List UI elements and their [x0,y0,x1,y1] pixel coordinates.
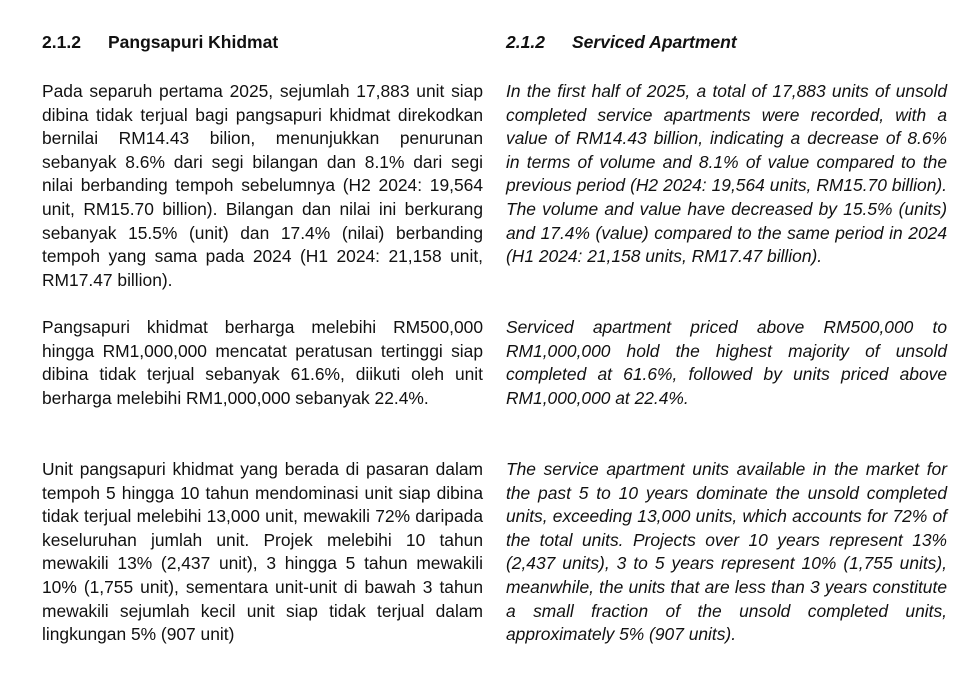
paragraph-malay-3: Unit pangsapuri khidmat yang berada di pasaran dalam tempoh 5 hingga 10 tahun mendominasi unit siap dibina tidak terjual melebihi 13,000 unit, mewakili 72% daripada keseluruhan jumlah unit. Projek melebihi 10 tahun mewakili 13% (2,437 unit), 3 hingga 5 tahun mewakili 10% (1,755 unit), sementara unit-unit di bawah 3 tahun mewakili sejumlah kecil unit siap tidak terjual dalam lingkungan 5% (907 unit) [42,459,483,645]
section-heading-english [506,30,947,54]
section-title: Pangsapuri Khidmat [108,32,279,52]
paragraph-english-3: The service apartment units available in the market for the past 5 to 10 years dominate the unsold completed units, exceeding 13,000 units, which accounts for 72% of the total units. Projects over 10 years represent 13% (2,437 units), 3 to 5 years represent 10% (1,755 units), meanwhile, the units that are less than 3 years constitute a small fraction of the unsold completed units, approximately 5% (907 units). [506,459,947,645]
section-heading-malay [42,30,483,54]
section-number: 2.1.2 [42,32,81,52]
section-number: 2.1.2 [506,32,545,52]
paragraph-malay-2: Pangsapuri khidmat berharga melebihi RM500,000 hingga RM1,000,000 mencatat peratusan tertinggi siap dibina tidak terjual sebanyak 61.6%, diikuti oleh unit berharga melebihi RM1,000,000 sebanyak 22.4%. [42,317,483,408]
paragraph-english-2: Serviced apartment priced above RM500,000 to RM1,000,000 hold the highest majority of unsold completed at 61.6%, followed by units priced above RM1,000,000 at 22.4%. [506,317,947,408]
malay-column [42,30,483,671]
section-title: Serviced Apartment [572,32,737,52]
paragraph-english-1: In the first half of 2025, a total of 17,883 units of unsold completed service apartments were recorded, with a value of RM14.43 billion, indicating a decrease of 8.6% in terms of volume and 8.1% of value compared to the previous period (H2 2024: 19,564 units, RM15.70 billion). The volume and value have decreased by 15.5% (units) and 17.4% (value) compared to the same period in 2024 (H1 2024: 21,158 units, RM17.47 billion). [506,81,947,267]
paragraph-malay-1: Pada separuh pertama 2025, sejumlah 17,883 unit siap dibina tidak terjual bagi pangsapuri khidmat direkodkan bernilai RM14.43 bilion, menunjukkan penurunan sebanyak 8.6% dari segi bilangan dan 8.1% dari segi nilai berbanding tempoh sebelumnya (H2 2024: 19,564 unit, RM15.70 billion). Bilangan dan nilai ini berkurang sebanyak 15.5% (unit) dan 17.4% (nilai) berbanding tempoh yang sama pada 2024 (H1 2024: 21,158 unit, RM17.47 billion). [42,81,483,290]
english-column [506,30,947,671]
